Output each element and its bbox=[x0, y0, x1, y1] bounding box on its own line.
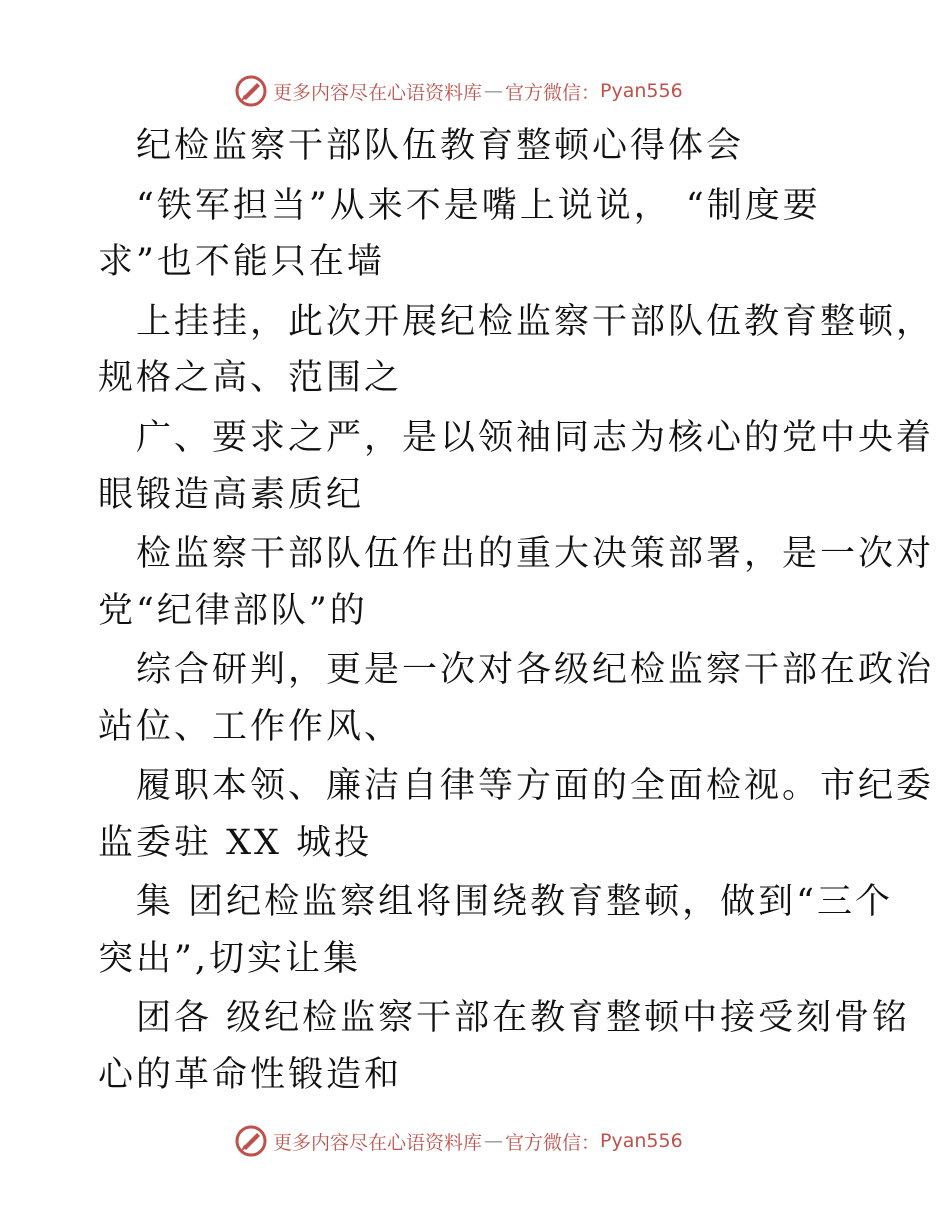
text-line: 站位、工作作风、 bbox=[98, 707, 403, 747]
watermark-suffix-text: 官方微信： bbox=[505, 81, 601, 104]
text-line: 突出”,切实让集 bbox=[98, 939, 362, 979]
text-line: 上挂挂，此次开展纪检监察干部队伍教育整顿， bbox=[136, 302, 935, 342]
text-line: 心的革命性锻造和 bbox=[98, 1055, 403, 1095]
watermark-handle: Pyan556 bbox=[600, 1130, 683, 1152]
document-title: 纪检监察干部队伍教育整顿心得体会 bbox=[136, 126, 745, 166]
watermark-handle: Pyan556 bbox=[600, 80, 683, 102]
watermark-main-text: 更多内容尽在心语资料库 bbox=[273, 81, 483, 104]
text-line: 眼锻造高素质纪 bbox=[98, 475, 365, 515]
watermark-logo-icon bbox=[235, 1125, 267, 1157]
text-line: 求”也不能只在墙 bbox=[98, 242, 385, 282]
text-line: 监委驻 XX 城投 bbox=[98, 823, 373, 863]
watermark-dash: — bbox=[484, 80, 504, 102]
text-line: 党“纪律部队”的 bbox=[98, 591, 368, 631]
text-line: 规格之高、范围之 bbox=[98, 358, 403, 398]
watermark-dash: — bbox=[484, 1130, 504, 1152]
text-line: 集 团纪检监察组将围绕教育整顿，做到“三个 bbox=[136, 882, 894, 922]
text-line: 综合研判，更是一次对各级纪检监察干部在政治 bbox=[136, 650, 935, 690]
text-line: 广、要求之严，是以领袖同志为核心的党中央着 bbox=[136, 418, 935, 458]
text-line: 履职本领、廉洁自律等方面的全面检视。市纪委 bbox=[136, 766, 935, 806]
watermark-main-text: 更多内容尽在心语资料库 bbox=[273, 1131, 483, 1154]
text-line: “铁军担当”从来不是嘴上说说， “制度要 bbox=[136, 186, 821, 226]
text-line: 检监察干部队伍作出的重大决策部署，是一次对 bbox=[136, 534, 935, 574]
watermark-footer bbox=[235, 1124, 683, 1158]
text-line: 团各 级纪检监察干部在教育整顿中接受刻骨铭 bbox=[136, 998, 911, 1038]
watermark-suffix-text: 官方微信： bbox=[505, 1131, 601, 1154]
